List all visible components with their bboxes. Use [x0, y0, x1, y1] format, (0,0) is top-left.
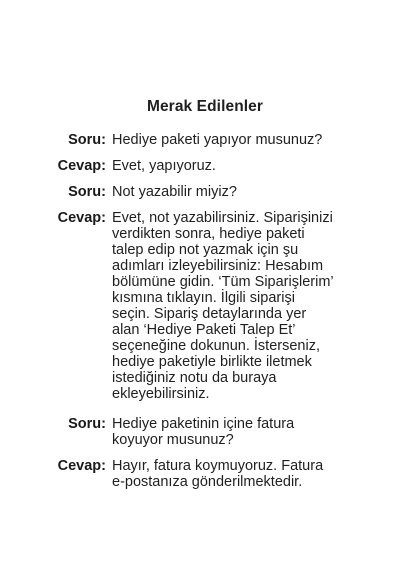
question-text: Not yazabilir miyiz? — [112, 184, 237, 200]
page-title: Merak Edilenler — [146, 98, 264, 115]
faq-question-row — [0, 132, 400, 148]
answer-text: Evet, not yazabilirsiniz. Siparişinizi verdikten sonra, hediye paketi talep edip not yazmak için şu adımları izleyebilirsiniz: Hesabım bölümüne gidin. ‘Tüm Siparişlerim’ kısmına tıklayın. İlgili siparişi seçin. Sipariş detaylarında yer alan ‘Hediye Paketi Talep Et’ seçeneğine dokunun. İsterseniz, hediye paketiyle birlikte iletmek istediğiniz notu da buraya ekleyebilirsiniz. — [112, 210, 334, 402]
question-text: Hediye paketi yapıyor musunuz? — [112, 132, 323, 148]
question-label: Soru: — [68, 416, 106, 432]
question-text: Hediye paketinin içine fatura koyuyor musunuz? — [112, 416, 295, 448]
answer-label: Cevap: — [57, 210, 106, 226]
faq-question-row — [0, 184, 400, 200]
answer-text: Hayır, fatura koymuyoruz. Fatura e-postanıza gönderilmektedir. — [112, 458, 324, 490]
answer-label: Cevap: — [57, 458, 106, 474]
faq-list — [0, 132, 400, 496]
faq-answer-row — [0, 210, 400, 402]
answer-text: Evet, yapıyoruz. — [112, 158, 216, 174]
faq-answer-row — [0, 458, 400, 490]
faq-answer-row — [0, 158, 400, 174]
answer-label: Cevap: — [57, 158, 106, 174]
question-label: Soru: — [68, 184, 106, 200]
question-label: Soru: — [68, 132, 106, 148]
faq-question-row — [0, 416, 400, 448]
